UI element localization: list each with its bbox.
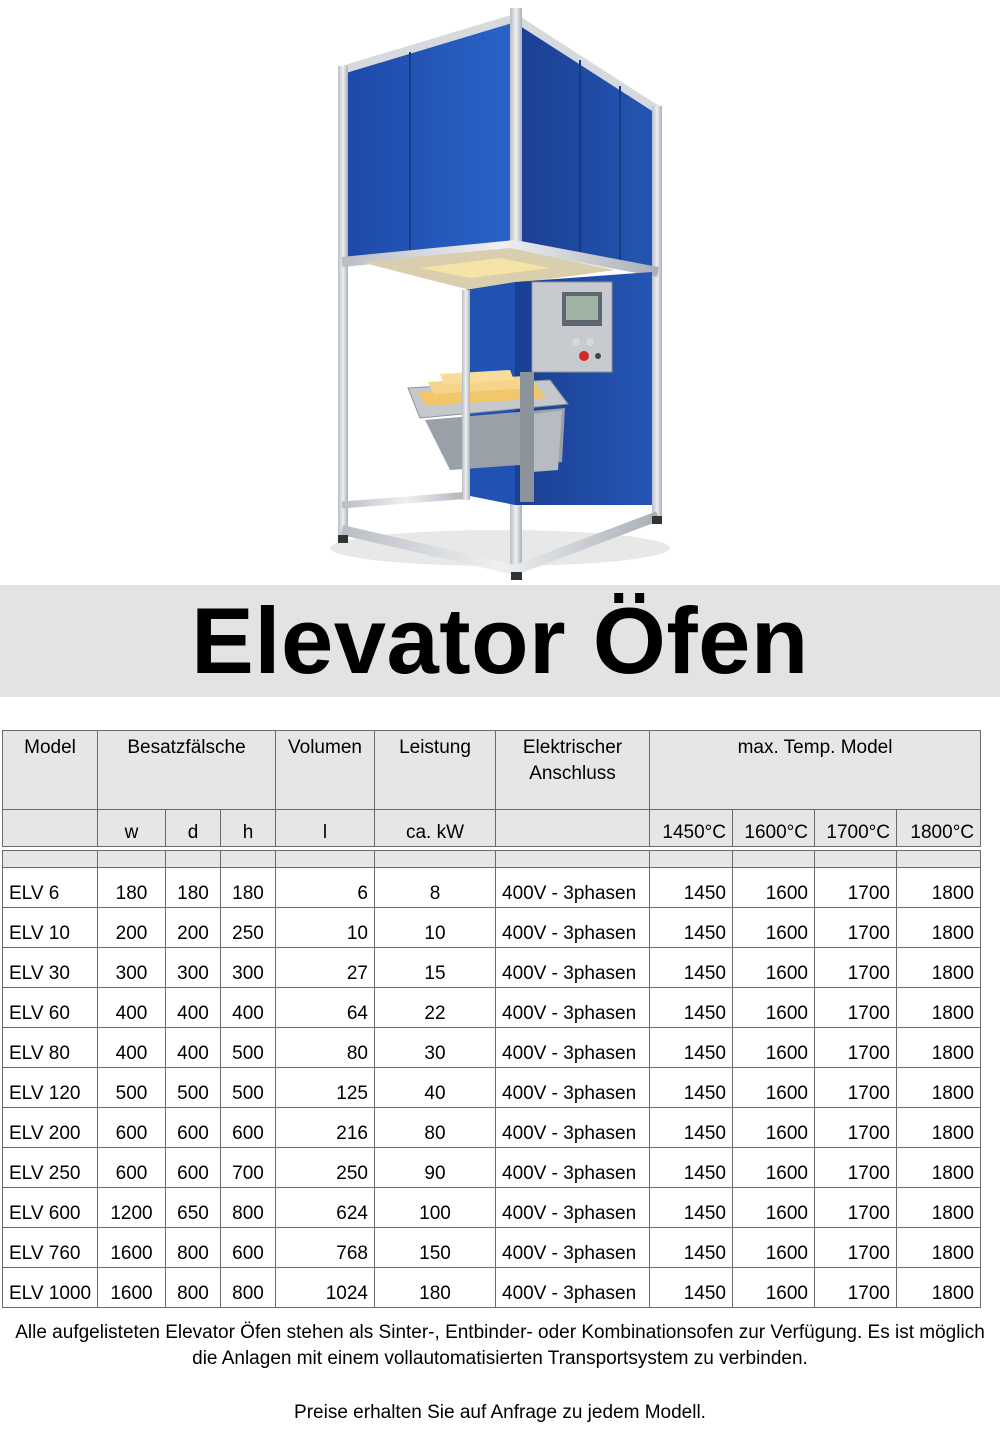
cell-model: ELV 60 (3, 988, 98, 1028)
cell-h: 300 (221, 948, 276, 988)
cell-power: 10 (375, 908, 496, 948)
cell-temp-1600: 1600 (733, 1268, 815, 1308)
cell-temp-1800: 1800 (897, 1108, 981, 1148)
cell-temp-1800: 1800 (897, 1268, 981, 1308)
cell-volume: 80 (276, 1028, 375, 1068)
cell-temp-1700: 1700 (815, 1268, 897, 1308)
cell-w: 500 (98, 1068, 166, 1108)
cell-d: 600 (166, 1108, 221, 1148)
cell-w: 400 (98, 1028, 166, 1068)
subheader-l: l (276, 810, 375, 847)
cell-power: 15 (375, 948, 496, 988)
cell-temp-1600: 1600 (733, 948, 815, 988)
cell-model: ELV 120 (3, 1068, 98, 1108)
cell-connection: 400V - 3phasen (496, 1228, 650, 1268)
cell-h: 250 (221, 908, 276, 948)
table-row (3, 1228, 981, 1268)
cell-connection: 400V - 3phasen (496, 1108, 650, 1148)
cell-connection: 400V - 3phasen (496, 1188, 650, 1228)
cell-temp-1800: 1800 (897, 1148, 981, 1188)
cell-connection: 400V - 3phasen (496, 1068, 650, 1108)
table-spacer-row (3, 851, 981, 868)
cell-connection: 400V - 3phasen (496, 868, 650, 908)
cell-temp-1800: 1800 (897, 1188, 981, 1228)
cell-model: ELV 760 (3, 1228, 98, 1268)
table-row (3, 988, 981, 1028)
col-header-besatz: Besatzfälsche (98, 731, 276, 810)
cell-volume: 27 (276, 948, 375, 988)
cell-volume: 1024 (276, 1268, 375, 1308)
cell-volume: 10 (276, 908, 375, 948)
cell-d: 800 (166, 1228, 221, 1268)
cell-d: 800 (166, 1268, 221, 1308)
cell-model: ELV 30 (3, 948, 98, 988)
subheader-kw: ca. kW (375, 810, 496, 847)
cell-volume: 768 (276, 1228, 375, 1268)
cell-model: ELV 600 (3, 1188, 98, 1228)
cell-w: 1600 (98, 1228, 166, 1268)
cell-connection: 400V - 3phasen (496, 1268, 650, 1308)
subheader-temp-1600: 1600°C (733, 810, 815, 847)
cell-d: 400 (166, 988, 221, 1028)
cell-temp-1700: 1700 (815, 908, 897, 948)
cell-temp-1800: 1800 (897, 948, 981, 988)
col-header-maxtemp: max. Temp. Model (650, 731, 981, 810)
cell-temp-1700: 1700 (815, 988, 897, 1028)
cell-w: 300 (98, 948, 166, 988)
col-header-volumen: Volumen (276, 731, 375, 810)
cell-h: 600 (221, 1108, 276, 1148)
cell-temp-1700: 1700 (815, 1228, 897, 1268)
cell-h: 800 (221, 1268, 276, 1308)
spec-table-header (2, 730, 981, 847)
cell-d: 180 (166, 868, 221, 908)
cell-w: 600 (98, 1108, 166, 1148)
table-row (3, 1188, 981, 1228)
cell-temp-1700: 1700 (815, 1068, 897, 1108)
cell-d: 500 (166, 1068, 221, 1108)
cell-model: ELV 6 (3, 868, 98, 908)
cell-model: ELV 10 (3, 908, 98, 948)
table-row (3, 868, 981, 908)
cell-temp-1450: 1450 (650, 908, 733, 948)
cell-volume: 624 (276, 1188, 375, 1228)
table-row (3, 948, 981, 988)
cell-power: 8 (375, 868, 496, 908)
cell-temp-1700: 1700 (815, 1108, 897, 1148)
cell-model: ELV 1000 (3, 1268, 98, 1308)
table-row (3, 1148, 981, 1188)
cell-power: 150 (375, 1228, 496, 1268)
col-header-anschluss: Elektrischer Anschluss (496, 731, 650, 810)
cell-h: 500 (221, 1028, 276, 1068)
cell-power: 80 (375, 1108, 496, 1148)
col-header-model: Model (3, 731, 98, 810)
cell-temp-1450: 1450 (650, 1268, 733, 1308)
cell-d: 200 (166, 908, 221, 948)
cell-w: 600 (98, 1148, 166, 1188)
cell-temp-1700: 1700 (815, 868, 897, 908)
cell-temp-1800: 1800 (897, 908, 981, 948)
cell-temp-1800: 1800 (897, 868, 981, 908)
cell-temp-1450: 1450 (650, 1108, 733, 1148)
cell-temp-1600: 1600 (733, 1108, 815, 1148)
cell-connection: 400V - 3phasen (496, 908, 650, 948)
elevator-furnace-image (300, 0, 700, 585)
cell-temp-1800: 1800 (897, 1228, 981, 1268)
cell-w: 180 (98, 868, 166, 908)
cell-temp-1600: 1600 (733, 1188, 815, 1228)
cell-connection: 400V - 3phasen (496, 1028, 650, 1068)
table-row (3, 1028, 981, 1068)
cell-temp-1450: 1450 (650, 988, 733, 1028)
subheader-empty (3, 810, 98, 847)
subheader-h: h (221, 810, 276, 847)
cell-w: 1600 (98, 1268, 166, 1308)
cell-h: 800 (221, 1188, 276, 1228)
subheader-empty (496, 810, 650, 847)
cell-temp-1450: 1450 (650, 1188, 733, 1228)
cell-temp-1700: 1700 (815, 1028, 897, 1068)
cell-power: 40 (375, 1068, 496, 1108)
cell-power: 30 (375, 1028, 496, 1068)
cell-volume: 6 (276, 868, 375, 908)
cell-volume: 250 (276, 1148, 375, 1188)
cell-model: ELV 200 (3, 1108, 98, 1148)
cell-d: 300 (166, 948, 221, 988)
subheader-d: d (166, 810, 221, 847)
subheader-temp-1800: 1800°C (897, 810, 981, 847)
table-row (3, 1108, 981, 1148)
cell-power: 180 (375, 1268, 496, 1308)
cell-h: 600 (221, 1228, 276, 1268)
cell-volume: 125 (276, 1068, 375, 1108)
subheader-temp-1450: 1450°C (650, 810, 733, 847)
availability-note: Alle aufgelisteten Elevator Öfen stehen als Sinter-, Entbinder- oder Kombinationsofen zur Verfügung. Es ist möglich die Anlagen mit einem vollautomatisierten Transportsystem zu verbinden. (15, 1322, 985, 1369)
cell-temp-1600: 1600 (733, 1228, 815, 1268)
cell-temp-1450: 1450 (650, 1068, 733, 1108)
cell-temp-1600: 1600 (733, 1068, 815, 1108)
cell-temp-1800: 1800 (897, 1028, 981, 1068)
cell-power: 22 (375, 988, 496, 1028)
subheader-w: w (98, 810, 166, 847)
cell-temp-1450: 1450 (650, 948, 733, 988)
cell-temp-1800: 1800 (897, 1068, 981, 1108)
cell-h: 500 (221, 1068, 276, 1108)
cell-d: 650 (166, 1188, 221, 1228)
cell-temp-1600: 1600 (733, 1028, 815, 1068)
col-header-leistung: Leistung (375, 731, 496, 810)
cell-volume: 216 (276, 1108, 375, 1148)
cell-temp-1800: 1800 (897, 988, 981, 1028)
cell-h: 700 (221, 1148, 276, 1188)
cell-temp-1600: 1600 (733, 1148, 815, 1188)
cell-temp-1700: 1700 (815, 1148, 897, 1188)
spec-table-body (2, 850, 981, 1308)
subheader-temp-1700: 1700°C (815, 810, 897, 847)
cell-d: 600 (166, 1148, 221, 1188)
cell-temp-1600: 1600 (733, 868, 815, 908)
cell-temp-1450: 1450 (650, 868, 733, 908)
cell-temp-1600: 1600 (733, 908, 815, 948)
page-title: Elevator Öfen (191, 588, 809, 693)
cell-temp-1600: 1600 (733, 988, 815, 1028)
cell-temp-1700: 1700 (815, 1188, 897, 1228)
cell-temp-1700: 1700 (815, 948, 897, 988)
cell-d: 400 (166, 1028, 221, 1068)
cell-model: ELV 80 (3, 1028, 98, 1068)
pricing-note: Preise erhalten Sie auf Anfrage zu jedem Modell. (294, 1402, 706, 1423)
cell-volume: 64 (276, 988, 375, 1028)
cell-temp-1450: 1450 (650, 1228, 733, 1268)
cell-w: 400 (98, 988, 166, 1028)
cell-w: 200 (98, 908, 166, 948)
cell-temp-1450: 1450 (650, 1148, 733, 1188)
table-row (3, 908, 981, 948)
table-row (3, 1068, 981, 1108)
cell-model: ELV 250 (3, 1148, 98, 1188)
cell-h: 180 (221, 868, 276, 908)
table-row (3, 1268, 981, 1308)
cell-h: 400 (221, 988, 276, 1028)
cell-w: 1200 (98, 1188, 166, 1228)
cell-temp-1450: 1450 (650, 1028, 733, 1068)
cell-power: 90 (375, 1148, 496, 1188)
cell-power: 100 (375, 1188, 496, 1228)
cell-connection: 400V - 3phasen (496, 948, 650, 988)
cell-connection: 400V - 3phasen (496, 988, 650, 1028)
cell-connection: 400V - 3phasen (496, 1148, 650, 1188)
